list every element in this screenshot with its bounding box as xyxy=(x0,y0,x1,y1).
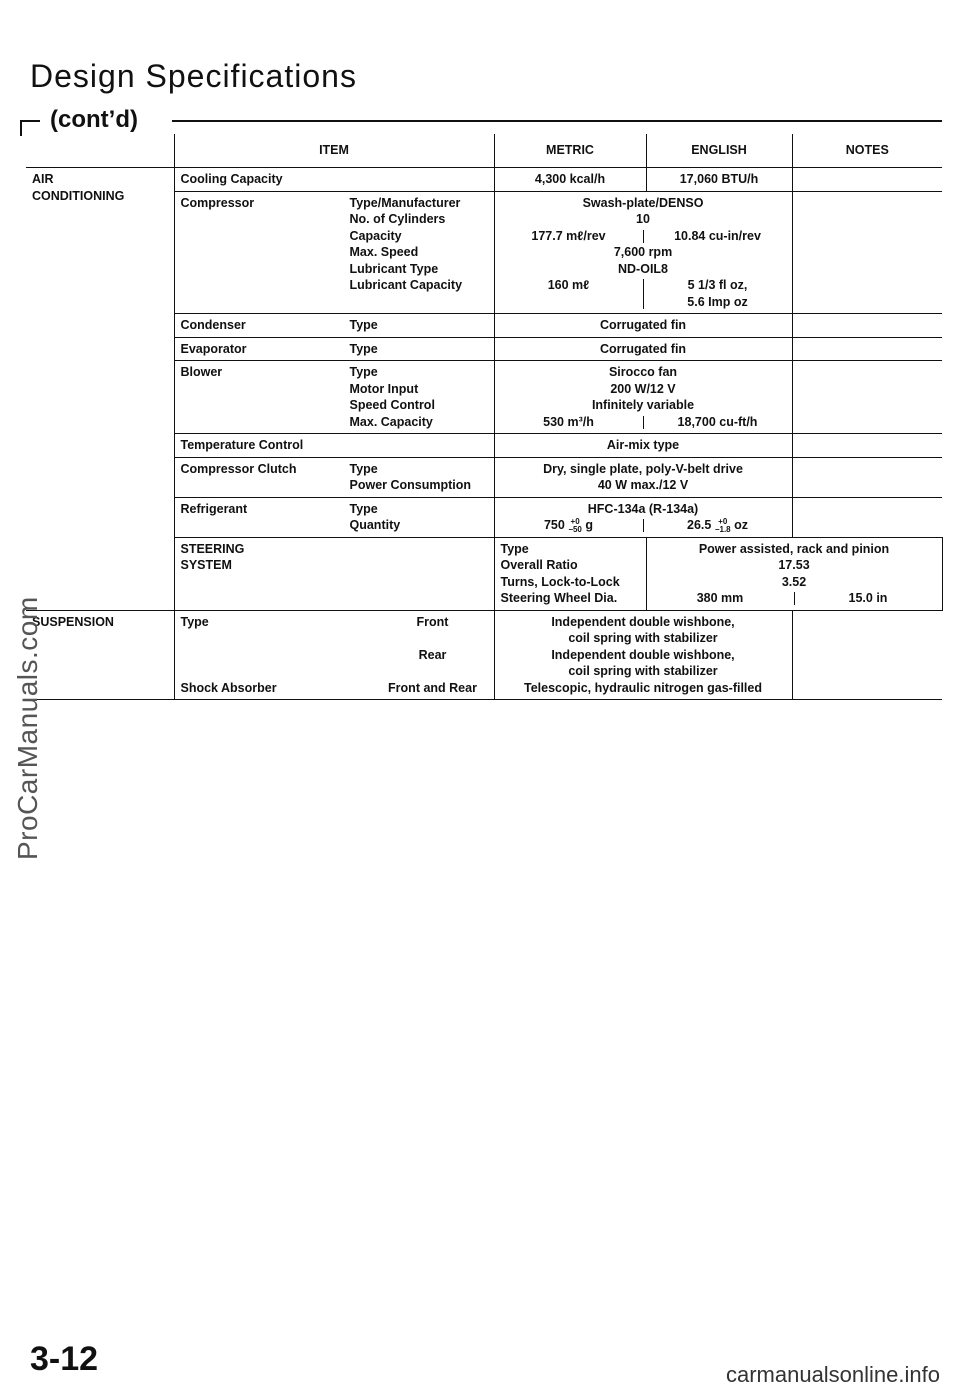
value-pair xyxy=(495,517,792,534)
watermark: ProCarManuals.com xyxy=(12,596,43,860)
notes-cell xyxy=(792,610,942,700)
value-pair xyxy=(495,228,792,245)
sub-label: Power Consumption xyxy=(349,478,472,492)
table-row xyxy=(26,610,942,700)
value-line: 7,600 rpm xyxy=(613,245,673,259)
header-metric: METRIC xyxy=(494,134,646,168)
sub-label: Capacity xyxy=(349,228,402,243)
category-label: AIR xyxy=(32,172,54,186)
table-row xyxy=(26,168,942,192)
header-tick xyxy=(20,120,22,136)
value-line: Sirocco fan xyxy=(608,365,678,379)
value-clutch xyxy=(494,457,792,497)
tolerance-down: −50 xyxy=(568,524,582,534)
value-english xyxy=(644,517,792,534)
value-refrigerant xyxy=(494,497,792,537)
qty-base: 750 xyxy=(543,518,565,532)
value-metric: 160 mℓ xyxy=(547,278,590,292)
continued-header xyxy=(20,106,942,136)
sub-label: Shock Absorber xyxy=(180,680,277,695)
item-cooling-capacity xyxy=(174,168,494,192)
value-metric: 530 m³/h xyxy=(543,414,594,429)
sub-label: Type xyxy=(349,501,378,516)
value-english: 5 1/3 fl oz, xyxy=(687,278,748,292)
header-category xyxy=(26,134,174,168)
sub-label: Steering Wheel Dia. xyxy=(500,591,618,606)
table-header-row xyxy=(26,134,942,168)
category-label: STEERING xyxy=(180,541,245,556)
item-label: Temperature Control xyxy=(180,438,304,452)
sub-label: Type xyxy=(349,461,378,476)
continued-label: (cont’d) xyxy=(50,106,138,133)
item-suspension xyxy=(174,610,494,700)
value-english: 5.6 Imp oz xyxy=(687,294,748,309)
value-blower xyxy=(494,361,792,434)
notes-cell xyxy=(792,434,942,458)
sub-label: No. of Cylinders xyxy=(349,212,446,226)
header-rule-right xyxy=(172,120,942,122)
value-temperature: Air-mix type xyxy=(494,434,792,458)
value-line: Infinitely variable xyxy=(591,398,695,412)
sub-label: Rear xyxy=(418,647,447,662)
item-compressor-clutch xyxy=(174,457,494,497)
value-english: 15.0 in xyxy=(848,591,888,606)
value-line: ND-OIL8 xyxy=(618,261,668,276)
category-steering-system xyxy=(174,537,494,610)
sub-label: Speed Control xyxy=(349,398,435,412)
header-notes: NOTES xyxy=(792,134,942,168)
sub-label: Lubricant Capacity xyxy=(349,278,463,292)
value-line: Swash-plate/DENSO xyxy=(582,195,704,210)
sub-label: Max. Capacity xyxy=(349,414,433,429)
tolerance-up: +0 xyxy=(718,516,728,526)
value-line: Power assisted, rack and pinion xyxy=(698,541,890,556)
category-label: SYSTEM xyxy=(180,558,232,573)
value-line: Telescopic, hydraulic nitrogen gas-filled xyxy=(523,680,762,695)
page-number: 3-12 xyxy=(30,1340,99,1378)
sub-label: Lubricant Type xyxy=(349,261,439,276)
footer-link[interactable]: carmanualsonline.info xyxy=(725,1362,940,1387)
item-evaporator xyxy=(174,337,494,361)
notes-cell xyxy=(792,337,942,361)
value-compressor xyxy=(494,191,792,314)
page-title: Design Specifications xyxy=(30,58,357,94)
item-label: Cooling Capacity xyxy=(180,172,283,186)
value-line: 3.52 xyxy=(781,574,807,589)
item-condenser xyxy=(174,314,494,338)
value-steering xyxy=(646,537,942,610)
value-metric: 177.7 mℓ/rev xyxy=(531,228,606,243)
sub-label: Type xyxy=(349,318,378,332)
item-label: Compressor xyxy=(180,195,255,210)
item-label: Refrigerant xyxy=(180,501,248,516)
category-air-conditioning xyxy=(26,168,174,611)
sub-label: Max. Speed xyxy=(349,245,419,259)
value-line: coil spring with stabilizer xyxy=(568,664,718,679)
category-suspension xyxy=(26,610,174,700)
category-label: CONDITIONING xyxy=(32,188,125,203)
value-english: 18,700 cu-ft/h xyxy=(677,414,758,429)
notes-cell xyxy=(792,314,942,338)
value-metric xyxy=(495,517,643,534)
item-blower xyxy=(174,361,494,434)
category-label: SUSPENSION xyxy=(32,614,114,629)
value-line: Independent double wishbone, xyxy=(551,614,735,629)
notes-cell xyxy=(792,168,942,192)
value-line: HFC-134a (R-134a) xyxy=(587,501,699,516)
value-line: Independent double wishbone, xyxy=(551,647,735,662)
tolerance-up: +0 xyxy=(570,516,580,526)
sub-label: Motor Input xyxy=(349,381,419,396)
value-pair xyxy=(647,590,942,607)
value-pair xyxy=(495,277,792,310)
sub-label: Type xyxy=(349,365,378,379)
metric-cooling: 4,300 kcal/h xyxy=(494,168,646,192)
value-line: Dry, single plate, poly-V-belt drive xyxy=(543,461,743,476)
value-pair xyxy=(495,414,792,431)
sub-label: Turns, Lock-to-Lock xyxy=(500,574,620,589)
value-suspension xyxy=(494,610,792,700)
sub-label: Type xyxy=(349,341,378,356)
qty-unit: oz xyxy=(734,518,748,532)
english-cooling: 17,060 BTU/h xyxy=(646,168,792,192)
spec-table xyxy=(26,134,942,700)
sub-label: Type xyxy=(180,614,209,629)
sub-label: Type/Manufacturer xyxy=(349,195,461,210)
item-temperature-control xyxy=(174,434,494,458)
value-line: 200 W/12 V xyxy=(610,381,676,396)
sub-label: Front and Rear xyxy=(388,680,477,695)
notes-cell xyxy=(792,497,942,537)
item-steering xyxy=(494,537,646,610)
sub-label: Quantity xyxy=(349,518,401,532)
tolerance-down: −1.8 xyxy=(714,524,731,534)
item-label: Compressor Clutch xyxy=(180,461,297,476)
header-item: ITEM xyxy=(174,134,494,168)
item-label: Condenser xyxy=(180,318,246,332)
header-rule-left xyxy=(20,120,40,122)
sub-label: Type xyxy=(500,541,529,556)
sub-label: Overall Ratio xyxy=(500,558,578,573)
value-condenser: Corrugated fin xyxy=(494,314,792,338)
item-refrigerant xyxy=(174,497,494,537)
qty-unit: g xyxy=(585,518,594,532)
item-compressor xyxy=(174,191,494,314)
header-english: ENGLISH xyxy=(646,134,792,168)
qty-base: 26.5 xyxy=(687,518,712,532)
value-evaporator: Corrugated fin xyxy=(494,337,792,361)
notes-cell xyxy=(792,361,942,434)
notes-cell xyxy=(792,191,942,314)
notes-cell xyxy=(792,457,942,497)
sub-label: Front xyxy=(416,614,449,629)
value-line: 10 xyxy=(636,212,650,226)
value-metric: 380 mm xyxy=(696,591,744,606)
value-line: 40 W max./12 V xyxy=(597,478,689,492)
item-label: Blower xyxy=(180,365,223,379)
value-line: coil spring with stabilizer xyxy=(568,631,718,646)
value-line: 17.53 xyxy=(778,558,810,573)
value-english: 10.84 cu-in/rev xyxy=(674,228,761,243)
item-label: Evaporator xyxy=(180,341,247,356)
